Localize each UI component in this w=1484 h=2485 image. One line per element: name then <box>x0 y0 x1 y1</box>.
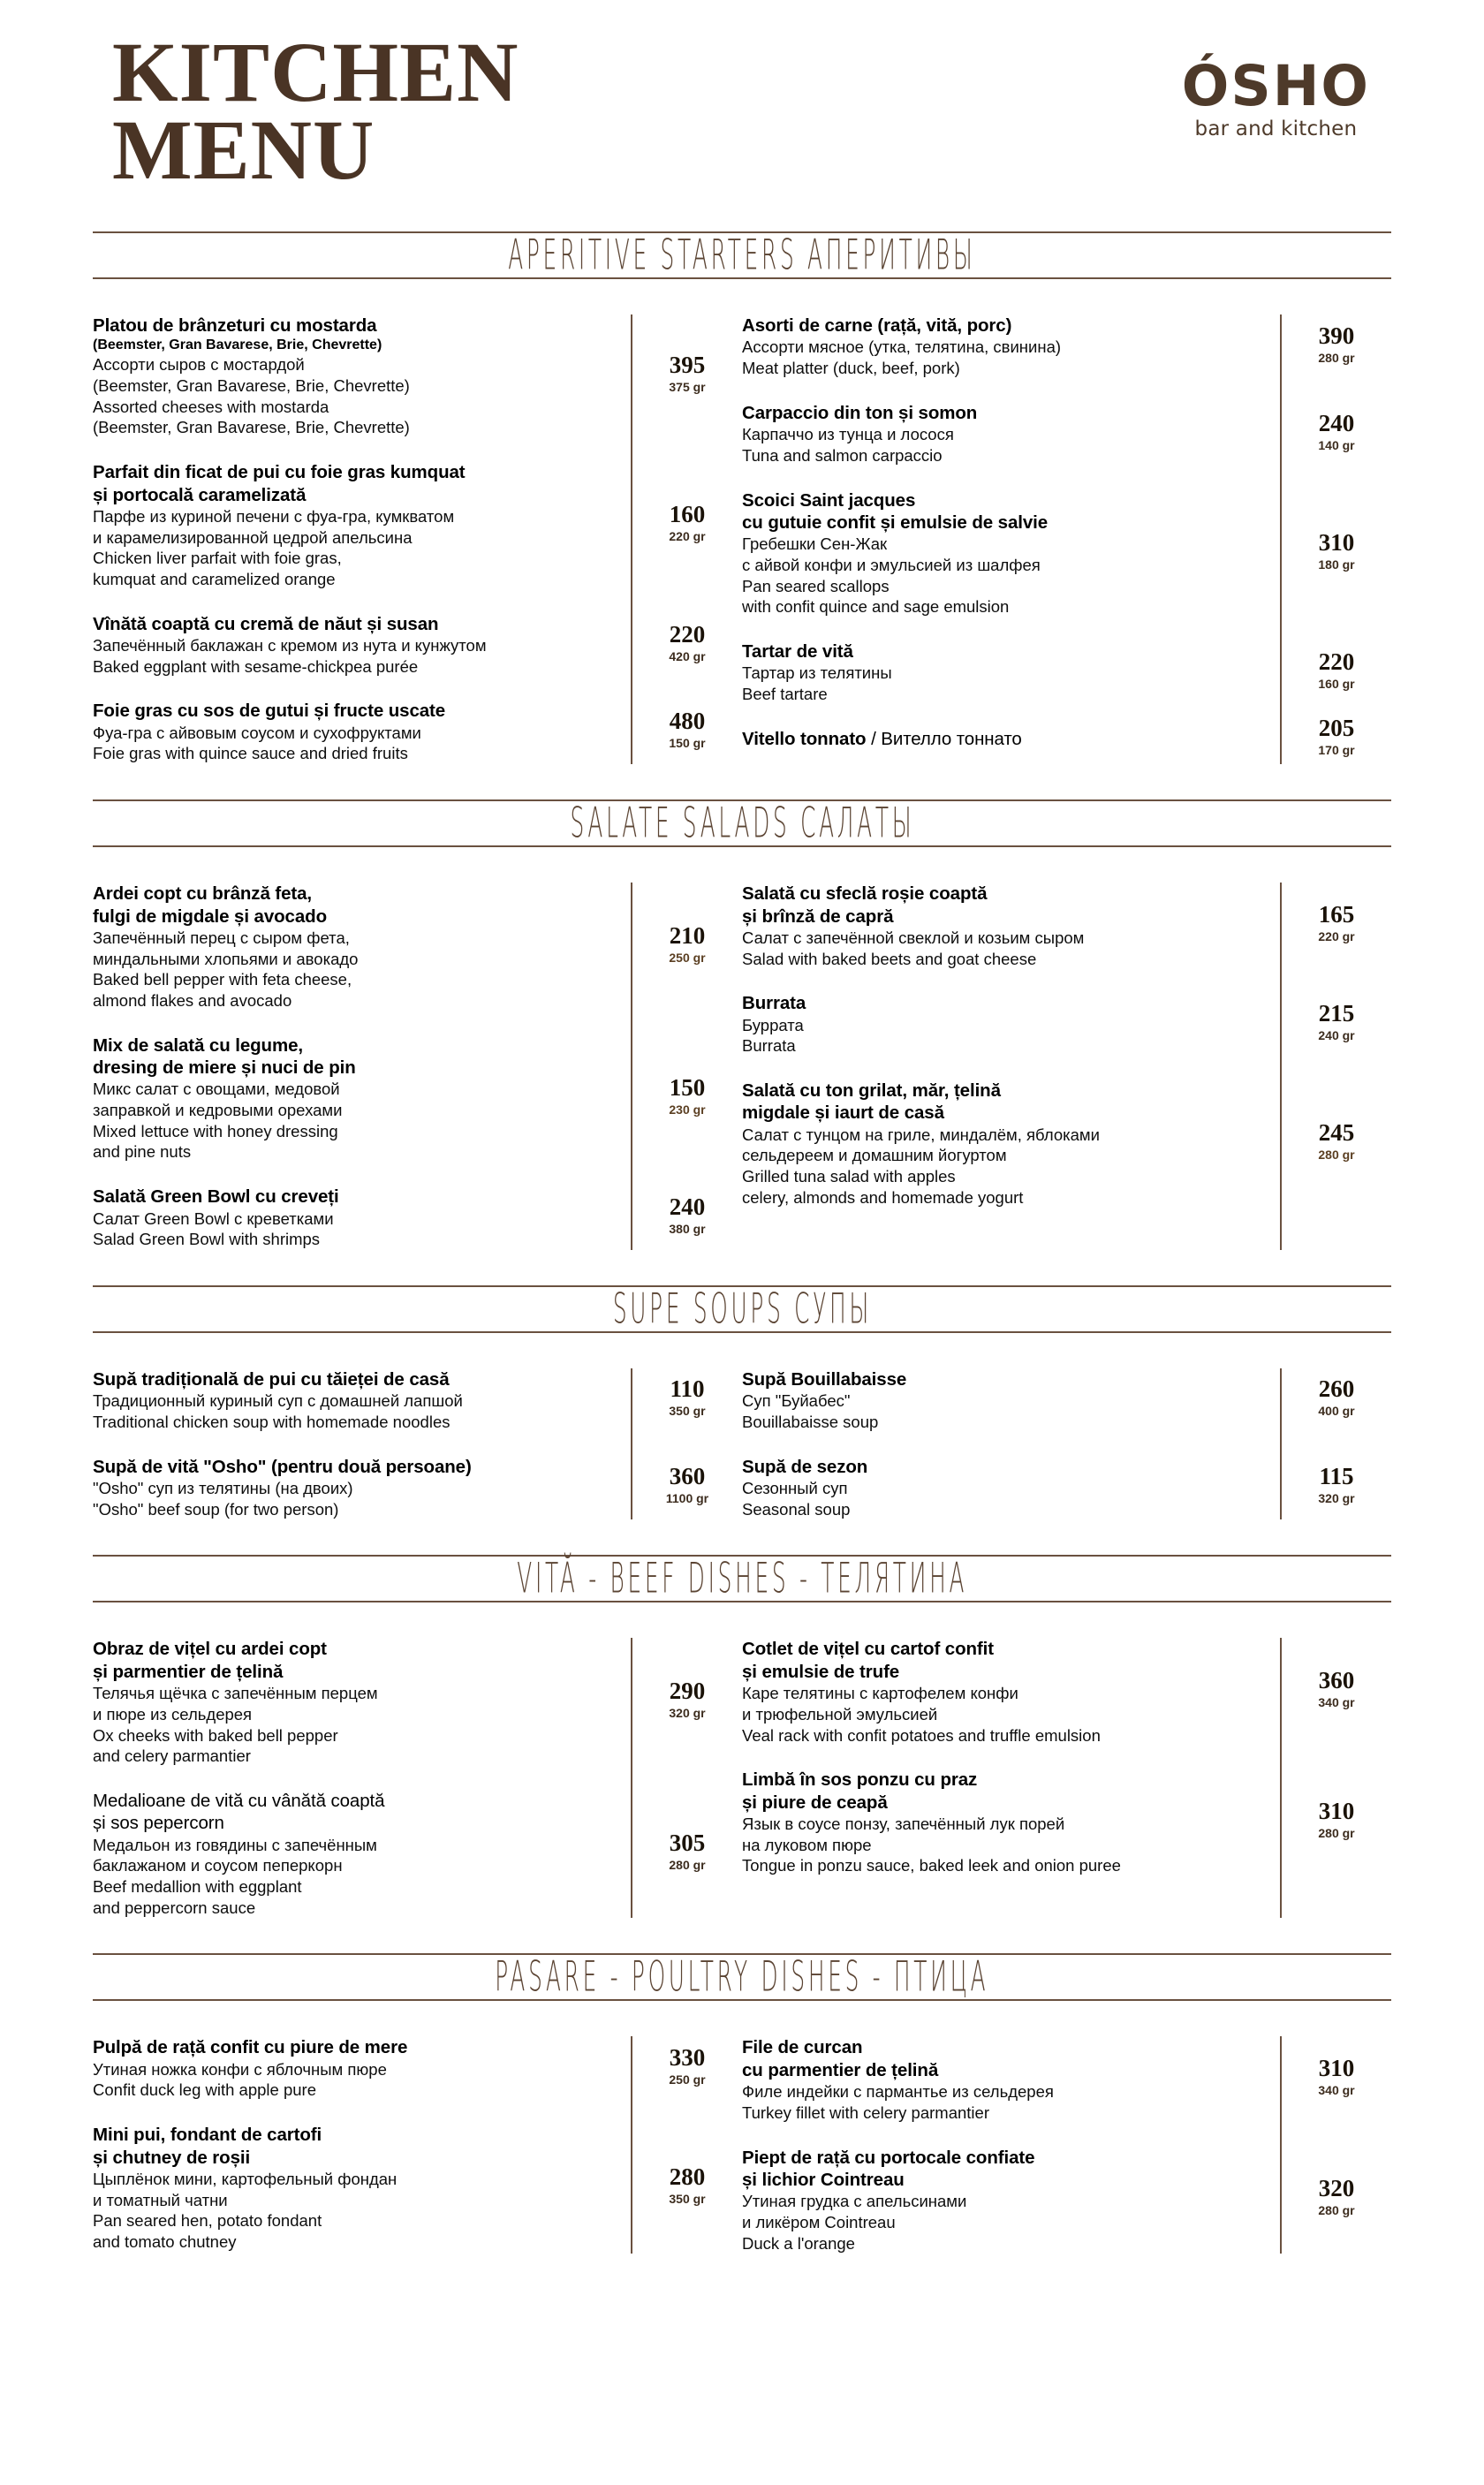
item-name-romanian: Platou de brânzeturi cu mostarda <box>93 315 377 336</box>
price-value: 260 <box>1318 1375 1355 1403</box>
price-cell <box>643 503 731 542</box>
price-column <box>631 883 742 1250</box>
item-spacer <box>742 1746 1266 1769</box>
item-name-russian: Тартар из телятины <box>742 663 892 683</box>
price-cell <box>643 2043 731 2087</box>
price-weight: 220 gr <box>669 529 706 543</box>
price-value: 210 <box>669 922 706 950</box>
section-header-label: SUPE SOUPS СУПЫ <box>612 1284 872 1333</box>
item-name-english: and peppercorn sauce <box>93 1898 256 1917</box>
item-name-english: Tuna and salmon carpaccio <box>742 445 943 465</box>
item-name-english: Turkey fillet with celery parmantier <box>742 2102 989 2122</box>
item-spacer <box>93 1433 617 1456</box>
section-header-supe <box>93 1285 1391 1333</box>
column-right <box>742 883 1391 1250</box>
item-list <box>93 1368 631 1520</box>
price-cell <box>1292 1465 1381 1504</box>
price-value: 330 <box>669 2043 706 2071</box>
item-name-russian: Ассорти мясное (утка, телятина, свинина) <box>742 337 1062 357</box>
item-name-russian: Традиционный куриный суп с домашней лапшой <box>93 1391 463 1411</box>
item-name-russian: Гребешки Сен-Жак <box>742 534 888 554</box>
price-cell <box>1292 999 1381 1042</box>
item-name-russian: миндальными хлопьями и авокадо <box>93 949 359 968</box>
price-value: 220 <box>1318 648 1355 675</box>
price-weight: 320 gr <box>669 1706 706 1721</box>
item-spacer <box>742 466 1266 489</box>
price-weight: 140 gr <box>1318 437 1355 452</box>
menu-item <box>93 613 617 678</box>
item-name-russian: Утиная грудка с апельсинами <box>742 2192 967 2211</box>
menu-item <box>93 1638 617 1767</box>
price-value: 480 <box>669 707 706 734</box>
item-name-romanian: și brînză de capră <box>742 905 894 927</box>
price-weight: 250 gr <box>669 2072 706 2087</box>
section-header-salate <box>93 799 1391 847</box>
item-name-romanian: dresing de miere și nuci de pin <box>93 1057 356 1078</box>
price-cell <box>1292 1377 1381 1417</box>
item-name-english: kumquat and caramelized orange <box>93 569 336 588</box>
item-list <box>93 883 631 1250</box>
price-weight: 160 gr <box>1318 676 1355 691</box>
item-name-romanian: și lichior Cointreau <box>742 2169 905 2190</box>
menu-item <box>742 728 1266 750</box>
item-name-russian: заправкой и кедровыми орехами <box>93 1101 343 1120</box>
price-weight: 280 gr <box>669 1858 706 1873</box>
section-columns <box>93 1368 1391 1520</box>
price-weight: 240 gr <box>1318 1027 1355 1042</box>
item-name-romanian: și sos pepercorn <box>93 1813 224 1834</box>
item-spacer <box>93 1163 617 1186</box>
item-name-romanian: Limbă în sos ponzu cu praz <box>742 1769 978 1791</box>
price-value: 395 <box>669 352 706 378</box>
price-value: 205 <box>1318 714 1355 741</box>
item-name-russian: / Вителло тоннато <box>866 728 1022 749</box>
section-header-label: VITĂ - BEEF DISHES - ТЕЛЯТИНА <box>517 1555 967 1603</box>
item-name-russian: Суп "Буйабес" <box>742 1391 851 1411</box>
item-spacer <box>742 1433 1266 1456</box>
menu-section-pasare <box>93 1953 1391 2289</box>
price-column <box>631 1638 742 1918</box>
menu-item <box>93 314 617 438</box>
menu-section-vita <box>93 1555 1391 1953</box>
item-name-russian: и ликёром Cointreau <box>742 2212 896 2231</box>
item-name-romanian: Vitello tonnato / Вителло тоннато <box>742 728 1022 749</box>
item-spacer <box>93 1767 617 1790</box>
item-name-english: Pan seared hen, potato fondant <box>93 2211 322 2231</box>
menu-item <box>742 314 1266 379</box>
item-name-english: Pan seared scallops <box>742 576 890 595</box>
price-value: 240 <box>1318 409 1355 436</box>
item-name-romanian: Supă tradițională de pui cu tăieței de casă <box>93 1368 450 1390</box>
price-value: 215 <box>1318 999 1355 1027</box>
item-name-romanian: Piept de rață cu portocale confiate <box>742 2147 1035 2168</box>
price-column <box>631 314 742 764</box>
item-name-russian: Парфе из куриной печени с фуа-гра, кумкватом <box>93 506 455 526</box>
price-value: 310 <box>1318 529 1355 556</box>
item-name-russian: Карпаччо из тунца и лосося <box>742 425 954 444</box>
item-name-russian: Салат с запечённой свеклой и козьим сыром <box>742 928 1085 947</box>
price-weight: 280 gr <box>1318 1826 1355 1841</box>
price-cell <box>1292 324 1381 364</box>
item-name-romanian: Salată cu ton grilat, măr, țelină <box>742 1080 1001 1101</box>
menu-item <box>742 1456 1266 1520</box>
item-name-romanian: și chutney de roșii <box>93 2147 251 2168</box>
item-name-english: Bouillabaisse soup <box>742 1412 879 1431</box>
item-spacer <box>742 379 1266 402</box>
section-columns <box>93 883 1391 1250</box>
price-cell <box>643 620 731 663</box>
column-left <box>93 314 742 764</box>
item-name-russian: Салат с тунцом на гриле, миндалём, яблоками <box>742 1125 1100 1144</box>
menu-item <box>742 1080 1266 1208</box>
item-name-romanian: și emulsie de trufe <box>742 1661 900 1682</box>
column-right <box>742 314 1391 764</box>
section-header-pasare <box>93 1953 1391 2001</box>
price-cell <box>1292 650 1381 690</box>
item-name-english: Chicken liver parfait with foie gras, <box>93 549 342 568</box>
item-name-russian: Фуа-гра с айвовым соусом и сухофруктами <box>93 723 421 742</box>
item-subtitle-romanian: (Beemster, Gran Bavarese, Brie, Chevrette) <box>93 337 382 353</box>
price-value: 310 <box>1318 1798 1355 1825</box>
item-name-english: Burrata <box>742 1036 796 1056</box>
item-name-russian: Буррата <box>742 1015 804 1034</box>
item-name-russian: Запечённый перец с сыром фета, <box>93 928 350 947</box>
price-weight: 400 gr <box>1318 1404 1355 1419</box>
price-value: 115 <box>1319 1463 1354 1490</box>
price-value: 305 <box>669 1830 706 1857</box>
price-value: 360 <box>1318 1667 1355 1694</box>
item-name-russian: и трюфельной эмульсией <box>742 1704 938 1724</box>
section-header-label: PASARE - POULTRY DISHES - ПТИЦА <box>495 1953 989 2002</box>
price-cell <box>643 709 731 749</box>
item-name-romanian: Mix de salată cu legume, <box>93 1034 303 1056</box>
menu-item <box>93 1034 617 1163</box>
item-spacer <box>742 617 1266 640</box>
price-weight: 340 gr <box>1318 2083 1355 2098</box>
item-name-romanian: Mini pui, fondant de cartofi <box>93 2125 322 2146</box>
price-weight: 420 gr <box>669 648 706 663</box>
item-name-english: Beef tartare <box>742 685 828 704</box>
menu-item <box>742 1769 1266 1876</box>
price-cell <box>1292 1669 1381 1708</box>
menu-item <box>742 2147 1266 2254</box>
item-list <box>742 1638 1280 1918</box>
item-name-russian: Салат Green Bowl с креветками <box>93 1208 334 1228</box>
item-list <box>93 314 631 764</box>
item-name-english: Beef medallion with eggplant <box>93 1877 302 1896</box>
item-subtitle-english: (Beemster, Gran Bavarese, Brie, Chevrette) <box>93 418 410 437</box>
column-right <box>742 1368 1391 1520</box>
menu-item <box>93 1186 617 1250</box>
item-name-russian: Цыплёнок мини, картофельный фондан <box>93 2169 398 2188</box>
price-weight: 350 gr <box>669 1404 706 1419</box>
item-name-english: "Osho" beef soup (for two person) <box>93 1499 339 1519</box>
price-value: 360 <box>669 1463 706 1490</box>
price-cell <box>643 1377 731 1417</box>
item-name-russian: Каре телятины с картофелем конфи <box>742 1684 1018 1703</box>
item-name-romanian: și portocală caramelizată <box>93 484 307 505</box>
title-line-1: KITCHEN <box>112 25 519 119</box>
item-name-english: almond flakes and avocado <box>93 990 292 1010</box>
item-name-romanian: Scoici Saint jacques <box>742 489 916 511</box>
price-column <box>1280 314 1391 764</box>
column-right <box>742 2036 1391 2254</box>
item-name-romanian: Supă de vită "Osho" (pentru două persoane) <box>93 1456 472 1477</box>
item-name-russian: Филе индейки с пармантье из сельдерея <box>742 2082 1054 2102</box>
price-value: 150 <box>669 1074 706 1102</box>
price-weight: 280 gr <box>1318 350 1355 365</box>
price-weight: 320 gr <box>1318 1491 1355 1506</box>
price-value: 390 <box>1318 322 1355 349</box>
section-header-vita <box>93 1555 1391 1602</box>
section-header-label: SALATE SALADS САЛАТЫ <box>570 799 914 848</box>
item-name-russian: и пюре из сельдерея <box>93 1704 253 1724</box>
price-cell <box>1292 409 1381 452</box>
logo-tagline: bar and kitchen <box>1194 117 1358 140</box>
item-name-romanian: Salată Green Bowl cu creveți <box>93 1186 339 1208</box>
item-spacer <box>93 590 617 613</box>
item-name-russian: Микс салат с овощами, медовой <box>93 1080 340 1099</box>
price-cell <box>643 2165 731 2205</box>
menu-item <box>742 640 1266 705</box>
menu-item <box>93 1456 617 1520</box>
item-list <box>742 883 1280 1250</box>
menu-item <box>742 992 1266 1057</box>
item-name-english: and tomato chutney <box>93 2231 237 2251</box>
price-weight: 340 gr <box>1318 1695 1355 1710</box>
column-left <box>93 1638 742 1918</box>
item-name-russian: сельдереем и домашним йогуртом <box>742 1146 1007 1165</box>
item-name-romanian: Medalioane de vită cu vânătă coaptă <box>93 1790 385 1811</box>
item-name-romanian: Asorti de carne (rață, vită, porc) <box>742 315 1012 336</box>
section-header-label: APERITIVE STARTERS АПЕРИТИВЫ <box>508 231 976 280</box>
item-name-romanian: Pulpă de rață confit cu piure de mere <box>93 2037 408 2058</box>
price-weight: 220 gr <box>1318 929 1355 944</box>
item-name-english: Assorted cheeses with mostarda <box>93 397 329 416</box>
menu-item <box>93 883 617 1011</box>
price-cell <box>1292 1799 1381 1839</box>
item-name-russian: Медальон из говядины с запечённым <box>93 1835 377 1854</box>
item-name-russian: Ассорти сыров с мостардой <box>93 355 305 375</box>
title-line-2: MENU <box>112 102 375 198</box>
item-name-russian: Сезонный суп <box>742 1479 848 1497</box>
item-name-romanian: Burrata <box>742 993 806 1014</box>
item-name-romanian: și parmentier de țelină <box>93 1661 284 1682</box>
page-title <box>93 25 519 198</box>
price-cell <box>643 1195 731 1235</box>
menu-item <box>742 883 1266 969</box>
item-name-english: Salad Green Bowl with shrimps <box>93 1230 321 1249</box>
item-name-romanian: cu parmentier de țelină <box>742 2059 939 2080</box>
menu-item <box>93 2036 617 2101</box>
item-name-russian: и томатный чатни <box>93 2190 228 2209</box>
menu-item <box>742 1368 1266 1433</box>
item-name-romanian: Carpaccio din ton și somon <box>742 402 978 423</box>
item-name-english: and celery parmantier <box>93 1746 251 1766</box>
section-columns <box>93 314 1391 764</box>
item-name-english: Meat platter (duck, beef, pork) <box>742 359 960 378</box>
price-weight: 280 gr <box>1318 2203 1355 2218</box>
price-value: 320 <box>1318 2175 1355 2202</box>
price-value: 245 <box>1318 1119 1355 1147</box>
item-name-english: Salad with baked beets and goat cheese <box>742 949 1037 968</box>
price-column <box>631 2036 742 2254</box>
menu-item <box>742 1638 1266 1746</box>
item-spacer <box>742 2124 1266 2147</box>
item-name-romanian: Salată cu sfeclă roșie coaptă <box>742 883 988 905</box>
item-spacer <box>742 705 1266 728</box>
price-cell <box>643 353 731 393</box>
page-header <box>93 0 1391 231</box>
price-cell <box>643 1831 731 1871</box>
item-list <box>93 2036 631 2254</box>
item-name-romanian: File de curcan <box>742 2037 863 2058</box>
section-columns <box>93 1638 1391 1918</box>
column-left <box>93 1368 742 1520</box>
item-name-russian: Язык в соусе понзу, запечённый лук порей <box>742 1814 1065 1833</box>
menu-section-salate <box>93 799 1391 1285</box>
item-name-romanian: cu gutuie confit și emulsie de salvie <box>742 511 1049 533</box>
item-name-russian: Утиная ножка конфи с яблочным пюре <box>93 2059 387 2079</box>
menu-sections <box>93 231 1391 2289</box>
item-spacer <box>742 969 1266 992</box>
menu-item <box>93 700 617 764</box>
item-list <box>742 314 1280 764</box>
item-spacer <box>742 1057 1266 1080</box>
price-cell <box>643 924 731 964</box>
item-name-russian: "Osho" суп из телятины (на двоих) <box>93 1479 353 1497</box>
section-header-aperitive <box>93 231 1391 279</box>
price-cell <box>1292 716 1381 756</box>
item-name-english: Grilled tuna salad with apples <box>742 1167 956 1186</box>
item-name-english: Seasonal soup <box>742 1499 851 1519</box>
price-cell <box>1292 2057 1381 2096</box>
item-name-russian: Телячья щёчка с запечённым перцем <box>93 1684 378 1703</box>
price-weight: 380 gr <box>669 1221 706 1236</box>
column-left <box>93 2036 742 2254</box>
menu-item <box>93 461 617 590</box>
item-name-english: Ox cheeks with baked bell pepper <box>93 1725 338 1745</box>
menu-section-supe <box>93 1285 1391 1556</box>
price-column <box>1280 1368 1391 1520</box>
item-list <box>742 2036 1280 2254</box>
item-name-english: Baked bell pepper with feta cheese, <box>93 970 352 989</box>
price-cell <box>1292 903 1381 943</box>
price-column <box>1280 2036 1391 2254</box>
section-columns <box>93 2036 1391 2254</box>
item-spacer <box>93 2101 617 2124</box>
price-weight: 180 gr <box>1318 557 1355 572</box>
price-weight: 375 gr <box>669 380 706 394</box>
price-value: 240 <box>669 1193 706 1220</box>
item-spacer <box>93 438 617 461</box>
price-cell <box>643 1679 731 1719</box>
item-name-english: and pine nuts <box>93 1142 192 1162</box>
price-cell <box>643 1076 731 1116</box>
menu-item <box>742 489 1266 618</box>
menu-item <box>93 2124 617 2253</box>
item-list <box>742 1368 1280 1520</box>
item-name-english: Tongue in ponzu sauce, baked leek and onion puree <box>742 1856 1121 1875</box>
item-name-russian: и карамелизированной цедрой апельсина <box>93 527 413 547</box>
item-name-english: with confit quince and sage emulsion <box>742 597 1010 617</box>
menu-item <box>742 2036 1266 2123</box>
price-value: 280 <box>669 2163 706 2191</box>
price-value: 160 <box>669 501 706 527</box>
item-name-english: Traditional chicken soup with homemade noodles <box>93 1412 450 1431</box>
item-name-romanian: Supă de sezon <box>742 1456 868 1477</box>
item-name-romanian: migdale și iaurt de casă <box>742 1102 944 1124</box>
price-weight: 250 gr <box>669 951 706 966</box>
item-name-english: celery, almonds and homemade yogurt <box>742 1187 1024 1207</box>
price-weight: 350 gr <box>669 2192 706 2207</box>
price-cell <box>1292 2177 1381 2216</box>
menu-item <box>93 1790 617 1919</box>
item-name-romanian: și piure de ceapă <box>742 1792 888 1813</box>
item-name-romanian: Ardei copt cu brânză feta, <box>93 883 313 905</box>
price-weight: 150 gr <box>669 735 706 750</box>
price-value: 110 <box>670 1375 705 1403</box>
price-cell <box>643 1465 731 1504</box>
item-name-romanian: Vînătă coaptă cu cremă de năut și susan <box>93 613 439 634</box>
price-column <box>1280 883 1391 1250</box>
price-weight: 280 gr <box>1318 1148 1355 1163</box>
price-weight: 230 gr <box>669 1102 706 1117</box>
item-name-romanian: Parfait din ficat de pui cu foie gras kumquat <box>93 462 466 483</box>
menu-item <box>93 1368 617 1433</box>
item-name-russian: на луковом пюре <box>742 1835 872 1854</box>
column-right <box>742 1638 1391 1918</box>
item-name-english: Confit duck leg with apple pure <box>93 2080 316 2100</box>
item-name-russian: с айвой конфи и эмульсией из шалфея <box>742 555 1041 574</box>
price-weight: 170 gr <box>1318 742 1355 757</box>
item-name-english: Baked eggplant with sesame-chickpea purée <box>93 656 419 676</box>
item-name-russian: Запечённый баклажан с кремом из нута и кунжутом <box>93 636 487 655</box>
item-name-romanian: Foie gras cu sos de gutui și fructe uscate <box>93 701 446 722</box>
price-value: 165 <box>1318 901 1355 928</box>
price-column <box>631 1368 742 1520</box>
item-name-russian: баклажаном и соусом пеперкорн <box>93 1856 343 1875</box>
item-subtitle-russian: (Beemster, Gran Bavarese, Brie, Chevrette) <box>93 376 410 396</box>
price-column <box>1280 1638 1391 1918</box>
item-name-english: Veal rack with confit potatoes and truffle emulsion <box>742 1725 1101 1745</box>
item-name-romanian: Obraz de vițel cu ardei copt <box>93 1639 327 1660</box>
menu-section-aperitive <box>93 231 1391 799</box>
item-spacer <box>93 677 617 700</box>
item-name-romanian: fulgi de migdale și avocado <box>93 905 328 927</box>
item-name-romanian: Cotlet de vițel cu cartof confit <box>742 1639 994 1660</box>
item-list <box>93 1638 631 1918</box>
item-spacer <box>93 1011 617 1034</box>
price-cell <box>1292 1121 1381 1161</box>
price-value: 290 <box>669 1678 706 1705</box>
item-name-english: Duck a l'orange <box>742 2233 855 2253</box>
item-name-romanian: Supă Bouillabaisse <box>742 1368 907 1390</box>
column-left <box>93 883 742 1250</box>
osho-logo <box>1182 34 1391 140</box>
menu-item <box>742 402 1266 466</box>
item-name-romanian: Tartar de vită <box>742 641 853 662</box>
price-value: 310 <box>1318 2055 1355 2082</box>
item-name-english: Mixed lettuce with honey dressing <box>93 1121 338 1140</box>
price-cell <box>1292 531 1381 571</box>
item-name-english: Foie gras with quince sauce and dried fruits <box>93 744 408 763</box>
price-value: 220 <box>669 620 706 648</box>
logo-wordmark: ÓSHO <box>1181 54 1370 118</box>
price-weight: 1100 gr <box>665 1491 709 1506</box>
